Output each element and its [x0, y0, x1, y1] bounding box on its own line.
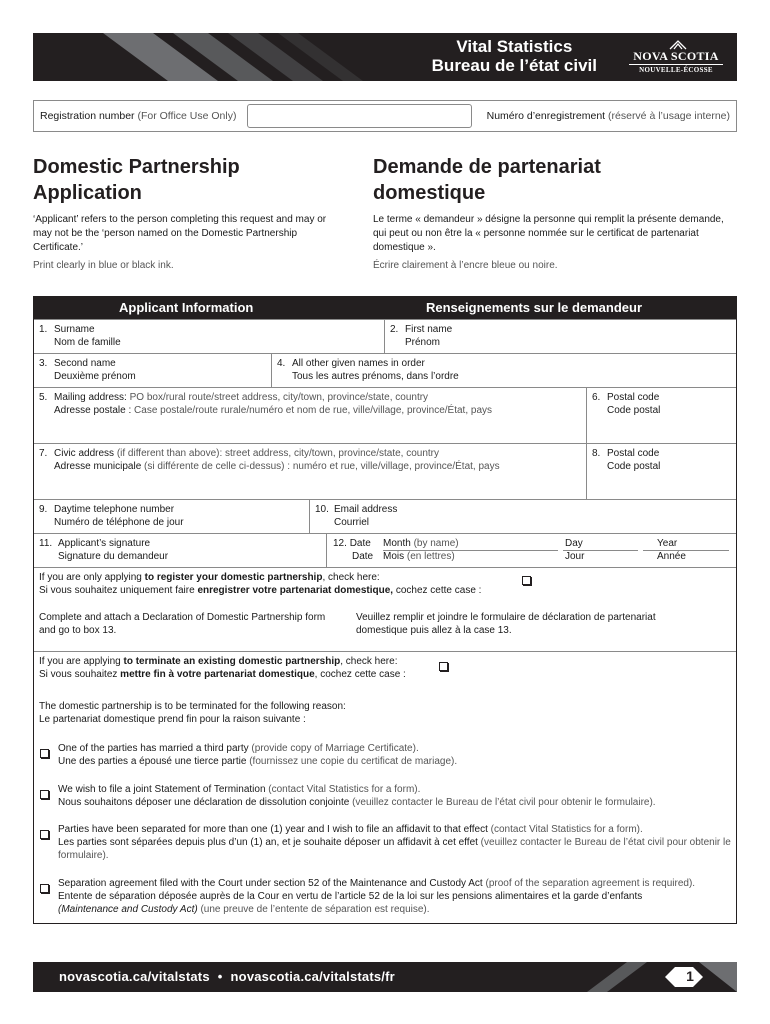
register-note-en: Complete and attach a Declaration of Domestic Partnership form and go to box 13.	[39, 612, 326, 636]
day-input[interactable]	[563, 537, 638, 551]
terminate-partnership-section	[34, 651, 736, 923]
telephone-label-fr: Numéro de téléphone de jour	[54, 517, 184, 528]
option-label-fr: Entente de séparation déposée auprès de la Cour en vertu de l’article 52 de la loi sur les pensions alimentaires et la garde d’enfants	[58, 891, 643, 902]
day-label-fr: Jour	[565, 551, 585, 562]
option-note: (proof of the separation agreement is required).	[482, 878, 696, 889]
signature-label: Applicant’s signature	[58, 538, 151, 549]
option-label: One of the parties has married a third party	[58, 743, 249, 754]
telephone-field[interactable]	[34, 500, 309, 533]
civic-address-field[interactable]	[34, 444, 586, 499]
year-label-fr: Année	[657, 551, 686, 562]
footer-separator: •	[217, 969, 223, 984]
register-note-fr: Veuillez remplir et joindre le formulaire de déclaration de partenariat domestique puis allez à la case 13.	[356, 612, 656, 636]
reason-text-court-agreement	[58, 877, 738, 916]
field-number: 9.	[39, 504, 48, 515]
registration-label-en	[40, 110, 236, 122]
row-other-names	[34, 353, 736, 387]
signature-label-fr: Signature du demandeur	[58, 551, 169, 562]
print-instruction-fr: Écrire clairement à l’encre bleue ou noire.	[373, 260, 558, 271]
option-note-fr: (fournissez une copie du certificat de mariage).	[246, 756, 458, 767]
option-note-fr: (veuillez contacter le Bureau de l’état civil pour obtenir le formulaire).	[58, 837, 731, 861]
register-text-fr-bold: enregistrer votre partenariat domestique,	[197, 585, 394, 596]
terminate-instruction	[39, 655, 539, 681]
row-names	[34, 319, 736, 353]
title-fr: Demande de partenariat domestique	[373, 156, 601, 204]
civic-postal-code-field[interactable]	[586, 444, 736, 499]
surname-label-fr: Nom de famille	[54, 337, 121, 348]
field-number: 7.	[39, 448, 48, 459]
footer-link-fr[interactable]: novascotia.ca/vitalstats/fr	[230, 969, 395, 984]
footer-stripes-graphic	[587, 962, 737, 992]
first-name-label: First name	[405, 324, 453, 335]
nova-scotia-logo	[621, 41, 731, 75]
row-civic-address	[34, 443, 736, 499]
field-number: 2.	[390, 324, 399, 335]
reason-checkbox-joint-statement[interactable]	[40, 790, 49, 799]
option-note: (contact Vital Statistics for a form).	[487, 824, 643, 835]
date-label: Date	[349, 538, 371, 549]
applicant-form	[33, 296, 737, 924]
register-text-fr: Si vous souhaitez uniquement faire	[39, 585, 198, 596]
intro-en	[33, 213, 333, 277]
postal-code-label-fr: Code postal	[607, 461, 661, 472]
option-note: (provide copy of Marriage Certificate).	[248, 743, 419, 754]
terminate-text-fr-bold: mettre fin à votre partenariat domestique	[120, 669, 315, 680]
terminate-text: If you are applying	[39, 656, 124, 667]
section-title-fr: Renseignements sur le demandeur	[426, 300, 643, 315]
registration-label-fr	[487, 110, 730, 122]
row-signature	[34, 533, 736, 567]
page-number: 1	[686, 968, 694, 984]
registration-note-french: (réservé à l’usage interne)	[608, 110, 730, 122]
option-label-fr: Nous souhaitons déposer une déclaration de dissolution conjointe	[58, 797, 350, 808]
footer-links	[59, 969, 395, 984]
intro-text-fr: Le terme « demandeur » désigne la personne qui remplit la présente demande, qui peut ou non être la « personne nommée sur le certificat de partenariat domestique ».	[373, 214, 724, 253]
postal-code-label: Postal code	[607, 448, 660, 459]
reason-heading-en: The domestic partnership is to be terminated for the following reason:	[39, 701, 346, 712]
option-note-fr: (une preuve de l’entente de séparation est requise).	[197, 904, 430, 915]
register-text: If you are only applying	[39, 572, 145, 583]
reason-text-married	[58, 742, 738, 768]
year-input[interactable]	[643, 537, 729, 551]
register-instruction	[39, 571, 539, 597]
header-title-fr: Bureau de l’état civil	[431, 56, 597, 75]
email-label-fr: Courriel	[334, 517, 370, 528]
mailing-address-hint-fr: Case postale/route rurale/numéro et nom de rue, ville/village, province/État, pays	[134, 405, 493, 416]
field-number: 12.	[333, 538, 347, 549]
intro-fr	[373, 213, 735, 277]
register-partnership-section	[34, 567, 736, 651]
other-given-names-field[interactable]	[271, 354, 736, 387]
civic-address-hint-fr: (si différente de celle ci-dessus) : numéro et rue, ville/village, province/État, pays	[144, 461, 500, 472]
terminate-reason-heading	[39, 700, 639, 726]
month-label: Month	[383, 538, 411, 549]
option-label: We wish to file a joint Statement of Termination	[58, 784, 266, 795]
registration-number-row	[33, 100, 737, 132]
reason-checkbox-separated[interactable]	[40, 830, 49, 839]
civic-address-hint: (if different than above): street address, city/town, province/state, country	[116, 448, 440, 459]
email-field[interactable]	[309, 500, 736, 533]
register-text-bold: to register your domestic partnership	[144, 572, 323, 583]
row-contact	[34, 499, 736, 533]
row-mailing-address	[34, 387, 736, 443]
header-title-en: Vital Statistics	[456, 37, 573, 56]
terminate-text-end: , check here:	[340, 656, 398, 667]
header-title	[432, 37, 597, 75]
month-note: (by name)	[413, 538, 459, 549]
postal-code-label-fr: Code postal	[607, 405, 661, 416]
month-label-fr-wrap	[383, 550, 455, 563]
logo-flag-icon	[668, 39, 688, 51]
email-label: Email address	[334, 504, 398, 515]
option-label: Separation agreement filed with the Court under section 52 of the Maintenance and Custody Act	[58, 878, 483, 889]
reason-text-separated	[58, 823, 738, 862]
option-label-fr: Une des parties a épousé une tierce partie	[58, 756, 247, 767]
other-names-label: All other given names in order	[292, 358, 425, 369]
register-text-end: , check here:	[322, 572, 380, 583]
option-note: (contact Vital Statistics for a form).	[265, 784, 421, 795]
surname-label: Surname	[54, 324, 95, 335]
section-header	[34, 297, 736, 319]
option-note-fr: (veuillez contacter le Bureau de l’état civil pour obtenir le formulaire).	[349, 797, 656, 808]
option-label-fr: Les parties sont séparées depuis plus d’un (1) an, et je souhaite déposer un affidavit à cet effet	[58, 837, 478, 848]
first-name-field[interactable]	[384, 320, 736, 353]
mailing-address-label-fr: Adresse postale :	[54, 405, 132, 416]
postal-code-label: Postal code	[607, 392, 660, 403]
registration-note: (For Office Use Only)	[137, 110, 237, 122]
second-name-field[interactable]	[34, 354, 271, 387]
postal-code-field[interactable]	[586, 388, 736, 443]
second-name-label-fr: Deuxième prénom	[54, 371, 136, 382]
field-number: 5.	[39, 392, 48, 403]
field-number: 8.	[592, 448, 601, 459]
reason-heading-fr: Le partenariat domestique prend fin pour la raison suivante :	[39, 714, 306, 725]
month-input[interactable]	[383, 537, 558, 551]
reason-checkbox-married[interactable]	[40, 749, 49, 758]
civic-address-label: Civic address	[54, 448, 115, 459]
field-number: 4.	[277, 358, 286, 369]
terminate-text-fr: Si vous souhaitez	[39, 669, 121, 680]
mailing-address-hint: PO box/rural route/street address, city/town, province/state, country	[129, 392, 429, 403]
field-number: 6.	[592, 392, 601, 403]
register-checkbox[interactable]	[522, 576, 531, 585]
register-text-fr-end: cochez cette case :	[393, 585, 482, 596]
mailing-address-label: Mailing address:	[54, 392, 127, 403]
mailing-address-field[interactable]	[34, 388, 586, 443]
section-title-en: Applicant Information	[119, 300, 254, 315]
terminate-text-fr-end: , cochez cette case :	[314, 669, 406, 680]
terminate-checkbox[interactable]	[439, 662, 448, 671]
reason-checkbox-court-agreement[interactable]	[40, 884, 49, 893]
year-label: Year	[657, 538, 678, 549]
option-label: Parties have been separated for more than one (1) year and I wish to file an affidavit to that effect	[58, 824, 488, 835]
reason-text-joint-statement	[58, 783, 738, 809]
first-name-label-fr: Prénom	[405, 337, 441, 348]
month-label-fr: Mois	[383, 551, 405, 562]
signature-field[interactable]	[34, 534, 326, 567]
date-field	[326, 534, 736, 567]
telephone-label: Daytime telephone number	[54, 504, 175, 515]
logo-line1: NOVA SCOTIA	[633, 49, 719, 63]
option-act-name: (Maintenance and Custody Act)	[58, 904, 198, 915]
field-number: 10.	[315, 504, 329, 515]
footer-bar	[33, 962, 737, 992]
print-instruction-en: Print clearly in blue or black ink.	[33, 260, 174, 271]
terminate-text-bold: to terminate an existing domestic partnership	[123, 656, 341, 667]
field-number: 11.	[39, 538, 53, 549]
date-label-fr: Date	[352, 551, 374, 562]
registration-label: Registration number	[40, 110, 135, 122]
field-number: 1.	[39, 324, 48, 335]
logo-line2: NOUVELLE-ÉCOSSE	[629, 64, 723, 75]
surname-field[interactable]	[34, 320, 384, 353]
header-stripes-graphic	[33, 33, 373, 81]
registration-label-french: Numéro d’enregistrement	[486, 110, 606, 122]
other-names-label-fr: Tous les autres prénoms, dans l’ordre	[292, 371, 459, 382]
footer-link-en[interactable]: novascotia.ca/vitalstats	[59, 969, 210, 984]
intro-text-en: ‘Applicant’ refers to the person completing this request and may or may not be the ‘person named on the Domestic Partnership Certificate.’	[33, 214, 327, 253]
month-note-fr: (en lettres)	[406, 551, 455, 562]
day-label: Day	[565, 538, 583, 549]
second-name-label: Second name	[54, 358, 116, 369]
registration-number-field[interactable]	[247, 104, 472, 128]
field-number: 3.	[39, 358, 48, 369]
header-banner	[33, 33, 737, 81]
civic-address-label-fr: Adresse municipale	[54, 461, 142, 472]
title-en: Domestic Partnership Application	[33, 156, 240, 204]
date-number	[333, 537, 373, 563]
